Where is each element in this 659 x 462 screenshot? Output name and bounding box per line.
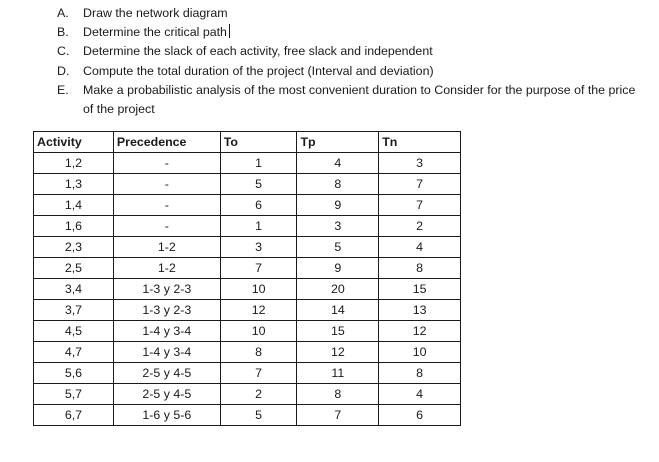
table-row — [34, 258, 461, 279]
cell-activity: 2,5 — [34, 258, 114, 279]
cell-to: 8 — [220, 342, 297, 363]
cell-tn: 12 — [379, 321, 461, 342]
task-item-d — [57, 62, 647, 81]
cell-tn: 6 — [379, 405, 461, 426]
cell-tp: 4 — [297, 153, 379, 174]
header-activity: Activity — [34, 132, 114, 153]
cell-tn: 8 — [379, 363, 461, 384]
task-item-a — [57, 4, 647, 23]
cell-tp: 20 — [297, 279, 379, 300]
cell-tn: 13 — [379, 300, 461, 321]
task-item-e — [57, 81, 647, 119]
cell-to: 6 — [220, 195, 297, 216]
task-letter: E. — [57, 82, 69, 97]
task-letter: A. — [57, 6, 69, 20]
cell-precedence: - — [113, 153, 220, 174]
table-row — [34, 342, 461, 363]
activity-table — [33, 131, 461, 426]
task-text: Determine the slack of each activity, free slack and independent — [83, 44, 433, 59]
cell-precedence: 1-2 — [113, 237, 220, 258]
table-row — [34, 216, 461, 237]
task-text: Determine the critical path — [83, 25, 227, 40]
task-text: Draw the network diagram — [83, 6, 228, 20]
task-text: Compute the total duration of the project (Interval and deviation) — [83, 63, 434, 78]
cell-tn: 7 — [379, 174, 461, 195]
cell-tp: 14 — [297, 300, 379, 321]
cell-tp: 7 — [297, 405, 379, 426]
text-cursor — [229, 24, 230, 38]
table-row — [34, 237, 461, 258]
cell-precedence: 1-6 y 5-6 — [113, 405, 220, 426]
cell-precedence: 1-4 y 3-4 — [113, 342, 220, 363]
cell-activity: 1,6 — [34, 216, 114, 237]
cell-to: 1 — [220, 153, 297, 174]
cell-tn: 4 — [379, 237, 461, 258]
table-row — [34, 279, 461, 300]
cell-tn: 2 — [379, 216, 461, 237]
cell-tn: 8 — [379, 258, 461, 279]
table-body — [34, 153, 461, 426]
cell-precedence: 1-2 — [113, 258, 220, 279]
table-row — [34, 153, 461, 174]
cell-activity: 1,4 — [34, 195, 114, 216]
cell-tp: 9 — [297, 258, 379, 279]
cell-precedence: 2-5 y 4-5 — [113, 384, 220, 405]
cell-precedence: 1-3 y 2-3 — [113, 279, 220, 300]
cell-activity: 4,5 — [34, 321, 114, 342]
table-row — [34, 195, 461, 216]
cell-precedence: 1-3 y 2-3 — [113, 300, 220, 321]
cell-precedence: 1-4 y 3-4 — [113, 321, 220, 342]
table-row — [34, 174, 461, 195]
cell-tn: 15 — [379, 279, 461, 300]
cell-to: 5 — [220, 174, 297, 195]
cell-tp: 8 — [297, 384, 379, 405]
cell-activity: 5,7 — [34, 384, 114, 405]
cell-precedence: - — [113, 174, 220, 195]
cell-tp: 5 — [297, 237, 379, 258]
cell-to: 1 — [220, 216, 297, 237]
header-precedence: Precedence — [113, 132, 220, 153]
cell-tn: 4 — [379, 384, 461, 405]
task-letter: B. — [57, 25, 69, 40]
cell-activity: 6,7 — [34, 405, 114, 426]
header-to: To — [220, 132, 297, 153]
cell-tp: 15 — [297, 321, 379, 342]
cell-tp: 8 — [297, 174, 379, 195]
header-tp: Tp — [297, 132, 379, 153]
cell-precedence: 2-5 y 4-5 — [113, 363, 220, 384]
cell-tn: 7 — [379, 195, 461, 216]
cell-tp: 9 — [297, 195, 379, 216]
cell-activity: 3,7 — [34, 300, 114, 321]
header-tn: Tn — [379, 132, 461, 153]
task-letter: D. — [57, 63, 70, 78]
cell-to: 10 — [220, 279, 297, 300]
cell-to: 3 — [220, 237, 297, 258]
cell-activity: 1,2 — [34, 153, 114, 174]
cell-to: 7 — [220, 363, 297, 384]
task-letter: C. — [57, 44, 70, 59]
table-header-row — [34, 132, 461, 153]
cell-to: 7 — [220, 258, 297, 279]
cell-to: 10 — [220, 321, 297, 342]
task-item-b — [57, 23, 647, 42]
cell-activity: 1,3 — [34, 174, 114, 195]
cell-tp: 11 — [297, 363, 379, 384]
table-row — [34, 405, 461, 426]
cell-activity: 5,6 — [34, 363, 114, 384]
cell-tn: 3 — [379, 153, 461, 174]
cell-tp: 12 — [297, 342, 379, 363]
table-row — [34, 300, 461, 321]
cell-activity: 4,7 — [34, 342, 114, 363]
cell-tn: 10 — [379, 342, 461, 363]
cell-precedence: - — [113, 216, 220, 237]
task-item-c — [57, 42, 647, 61]
cell-to: 12 — [220, 300, 297, 321]
cell-to: 5 — [220, 405, 297, 426]
task-text: Make a probabilistic analysis of the most convenient duration to Consider for the purpose of the price of the project — [83, 82, 636, 117]
cell-to: 2 — [220, 384, 297, 405]
table-row — [34, 363, 461, 384]
cell-tp: 3 — [297, 216, 379, 237]
table-row — [34, 321, 461, 342]
table-row — [34, 384, 461, 405]
cell-precedence: - — [113, 195, 220, 216]
cell-activity: 3,4 — [34, 279, 114, 300]
task-list — [57, 4, 647, 119]
cell-activity: 2,3 — [34, 237, 114, 258]
